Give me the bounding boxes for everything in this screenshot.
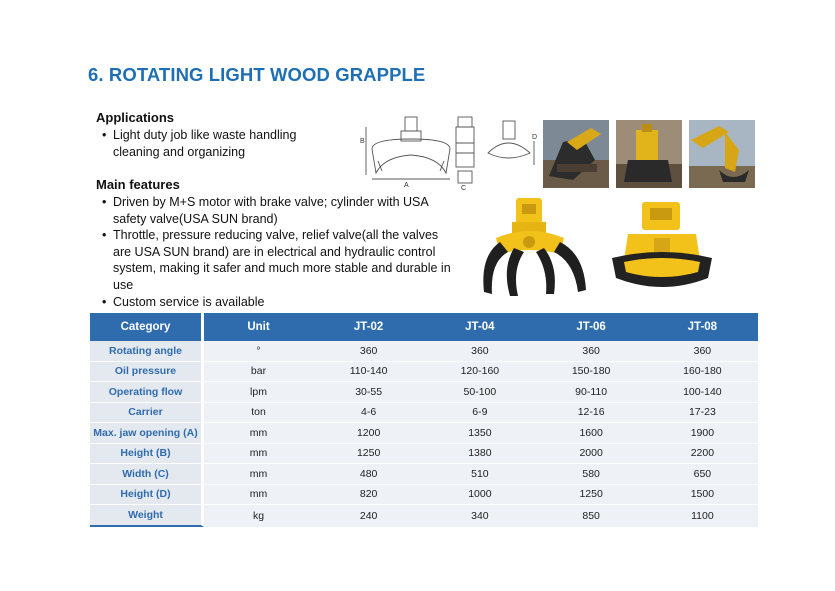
header-model: JT-08	[647, 313, 758, 341]
table-row	[90, 362, 758, 383]
row-value: 850	[536, 505, 647, 527]
dimension-drawing	[358, 113, 540, 191]
row-category: Weight	[90, 505, 204, 527]
header-category: Category	[90, 313, 204, 341]
row-unit: ton	[204, 403, 313, 424]
row-value: 1600	[536, 423, 647, 444]
row-value: 1250	[536, 485, 647, 506]
grapple-render-closed	[608, 198, 716, 298]
field-photo-2	[616, 120, 682, 188]
row-value: 1250	[313, 444, 424, 465]
dim-label-b: B	[360, 138, 365, 145]
row-value: 360	[536, 341, 647, 362]
row-value: 110-140	[313, 362, 424, 383]
row-value: 360	[313, 341, 424, 362]
row-value: 1500	[647, 485, 758, 506]
table-row	[90, 464, 758, 485]
row-unit: °	[204, 341, 313, 362]
main-features-heading: Main features	[96, 177, 180, 192]
applications-heading: Applications	[96, 110, 175, 125]
list-item: • Light duty job like waste handling cleaning and organizing	[102, 127, 332, 160]
row-category: Width (C)	[90, 464, 204, 485]
row-unit: mm	[204, 423, 313, 444]
row-value: 100-140	[647, 382, 758, 403]
dim-label-c: C	[461, 185, 467, 191]
table-row	[90, 444, 758, 465]
features-list	[102, 194, 454, 310]
header-model: JT-06	[536, 313, 647, 341]
header-model: JT-04	[424, 313, 535, 341]
row-value: 1350	[424, 423, 535, 444]
row-value: 480	[313, 464, 424, 485]
row-category: Max. jaw opening (A)	[90, 423, 204, 444]
row-value: 820	[313, 485, 424, 506]
row-value: 360	[647, 341, 758, 362]
row-value: 650	[647, 464, 758, 485]
row-value: 340	[424, 505, 535, 527]
row-category: Height (D)	[90, 485, 204, 506]
field-photo-3	[689, 120, 755, 188]
table-row	[90, 403, 758, 424]
dim-label-a: A	[404, 182, 409, 189]
table-row	[90, 382, 758, 403]
row-category: Operating flow	[90, 382, 204, 403]
row-value: 240	[313, 505, 424, 527]
header-model: JT-02	[313, 313, 424, 341]
row-value: 2000	[536, 444, 647, 465]
row-category: Carrier	[90, 403, 204, 424]
table-row	[90, 505, 758, 527]
row-value: 1100	[647, 505, 758, 527]
row-value: 510	[424, 464, 535, 485]
table-row	[90, 423, 758, 444]
row-unit: mm	[204, 464, 313, 485]
row-category: Rotating angle	[90, 341, 204, 362]
row-value: 120-160	[424, 362, 535, 383]
list-item: • Custom service is available	[102, 294, 454, 311]
list-item: • Driven by M+S motor with brake valve; cylinder with USA safety valve(USA SUN brand)	[102, 194, 454, 227]
row-category: Oil pressure	[90, 362, 204, 383]
row-value: 1380	[424, 444, 535, 465]
row-value: 6-9	[424, 403, 535, 424]
row-unit: lpm	[204, 382, 313, 403]
spec-table	[90, 313, 758, 527]
row-value: 360	[424, 341, 535, 362]
row-value: 580	[536, 464, 647, 485]
table-row	[90, 485, 758, 506]
row-value: 4-6	[313, 403, 424, 424]
grapple-render-open	[474, 196, 598, 300]
row-value: 1000	[424, 485, 535, 506]
table-row	[90, 341, 758, 362]
header-unit: Unit	[204, 313, 313, 341]
row-value: 1200	[313, 423, 424, 444]
row-unit: mm	[204, 485, 313, 506]
row-value: 30-55	[313, 382, 424, 403]
list-item: • Throttle, pressure reducing valve, relief valve(all the valves are USA SUN brand) are in electrical and hydraulic control system, making it safer and much more stable and durable in use	[102, 227, 454, 293]
field-photo-1	[543, 120, 609, 188]
applications-list	[102, 127, 332, 160]
row-value: 1900	[647, 423, 758, 444]
dim-label-d: D	[532, 134, 538, 141]
row-unit: mm	[204, 444, 313, 465]
row-unit: kg	[204, 505, 313, 527]
row-value: 50-100	[424, 382, 535, 403]
row-unit: bar	[204, 362, 313, 383]
row-value: 90-110	[536, 382, 647, 403]
row-value: 12-16	[536, 403, 647, 424]
row-value: 2200	[647, 444, 758, 465]
row-value: 150-180	[536, 362, 647, 383]
row-category: Height (B)	[90, 444, 204, 465]
table-header-row	[90, 313, 758, 341]
row-value: 160-180	[647, 362, 758, 383]
page-title: 6. ROTATING LIGHT WOOD GRAPPLE	[88, 64, 426, 85]
row-value: 17-23	[647, 403, 758, 424]
